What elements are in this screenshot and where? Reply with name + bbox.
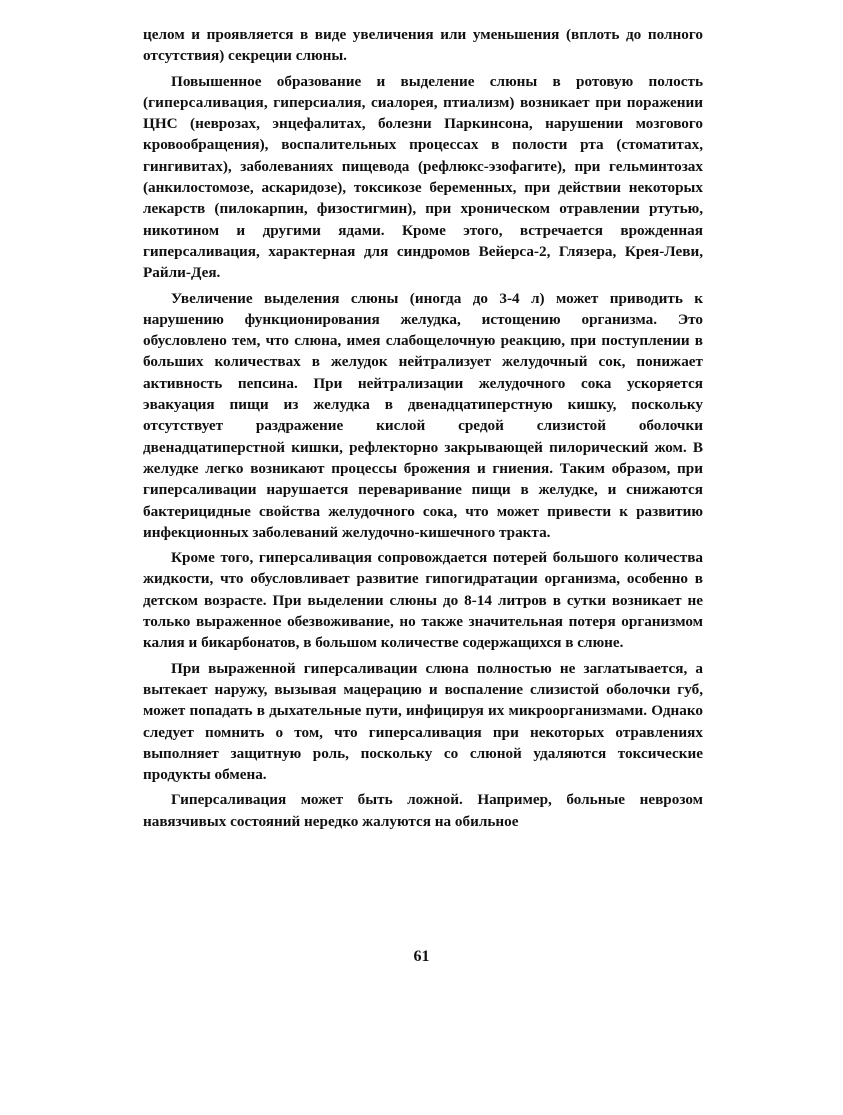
paragraph-1: целом и проявляется в виде увеличения или уменьшения (вплоть до полного отсутствия) секреции слюны. — [143, 26, 703, 65]
page-number: 61 — [413, 948, 430, 965]
paragraph-6: Гиперсаливация может быть ложной. Например, больные неврозом навязчивых состояний нередко жалуются на обильное — [143, 791, 703, 830]
paragraph-4: Кроме того, гиперсаливация сопровождается потерей большого количества жидкости, что обусловливает развитие гипогидратации организма, особенно в детском возрасте. При выделении слюны до 8-14 литров в сутки возникает не только выраженное обезвоживание, но также значительная потеря организмом калия и бикарбонатов, в большом количестве содержащихся в слюне. — [143, 549, 703, 652]
paragraph-2-before: Повышенное образование и выделение слюны в ротовую полость ( — [143, 72, 703, 111]
term-hypersalivation: гиперсаливация — [148, 93, 264, 111]
paragraph-5: При выраженной гиперсаливации слюна полностью не заглатывается, а вытекает наружу, вызывая мацерацию и воспаление слизистой оболочки губ, может попадать в дыхательные пути, инфицируя их микроорганизмами. Однако следует помнить о том, что гиперсаливация при некоторых отравлениях выполняет защитную роль, поскольку со слюной удаляются токсические продукты обмена. — [143, 659, 703, 784]
page-body — [143, 24, 703, 836]
paragraph-2 — [143, 71, 703, 284]
paragraph-2-after: , гиперсиалия, сиалорея, птиализм) возникает при поражении ЦНС (неврозах, энцефалитах, болезни Паркинсона, нарушении мозгового кровообращения), воспалительных процессах в полости рта (стоматитах, гингивитах), заболеваниях пищевода (рефлюкс-эзофагите), при гельминтозах (анкилостомозе, аскаридозе), токсикозе беременных, при действии некоторых лекарств (пилокарпин, физостигмин), при хроническом отравлении ртутью, никотином и другими ядами. Кроме этого, встречается врожденная гиперсаливация, характерная для синдромов Вейерса-2, Глязера, Крея-Леви, Райли-Дея. — [143, 93, 703, 282]
paragraph-3: Увеличение выделения слюны (иногда до 3-4 л) может приводить к нарушению функционирования желудка, истощению организма. Это обусловлено тем, что слюна, имея слабощелочную реакцию, при поступлении в больших количествах в желудок нейтрализует желудочный сок, понижает активность пепсина. При нейтрализации желудочного сока ускоряется эвакуация пищи из желудка в двенадцатиперстную кишку, поскольку отсутствует раздражение кислой средой слизистой оболочки двенадцатиперстной кишки, рефлекторно закрывающей пилорический жом. В желудке легко возникают процессы брожения и гниения. Таким образом, при гиперсаливации нарушается переваривание пищи в желудке, и снижаются бактерицидные свойства желудочного сока, что может привести к развитию инфекционных заболеваний желудочно-кишечного тракта. — [143, 289, 703, 541]
